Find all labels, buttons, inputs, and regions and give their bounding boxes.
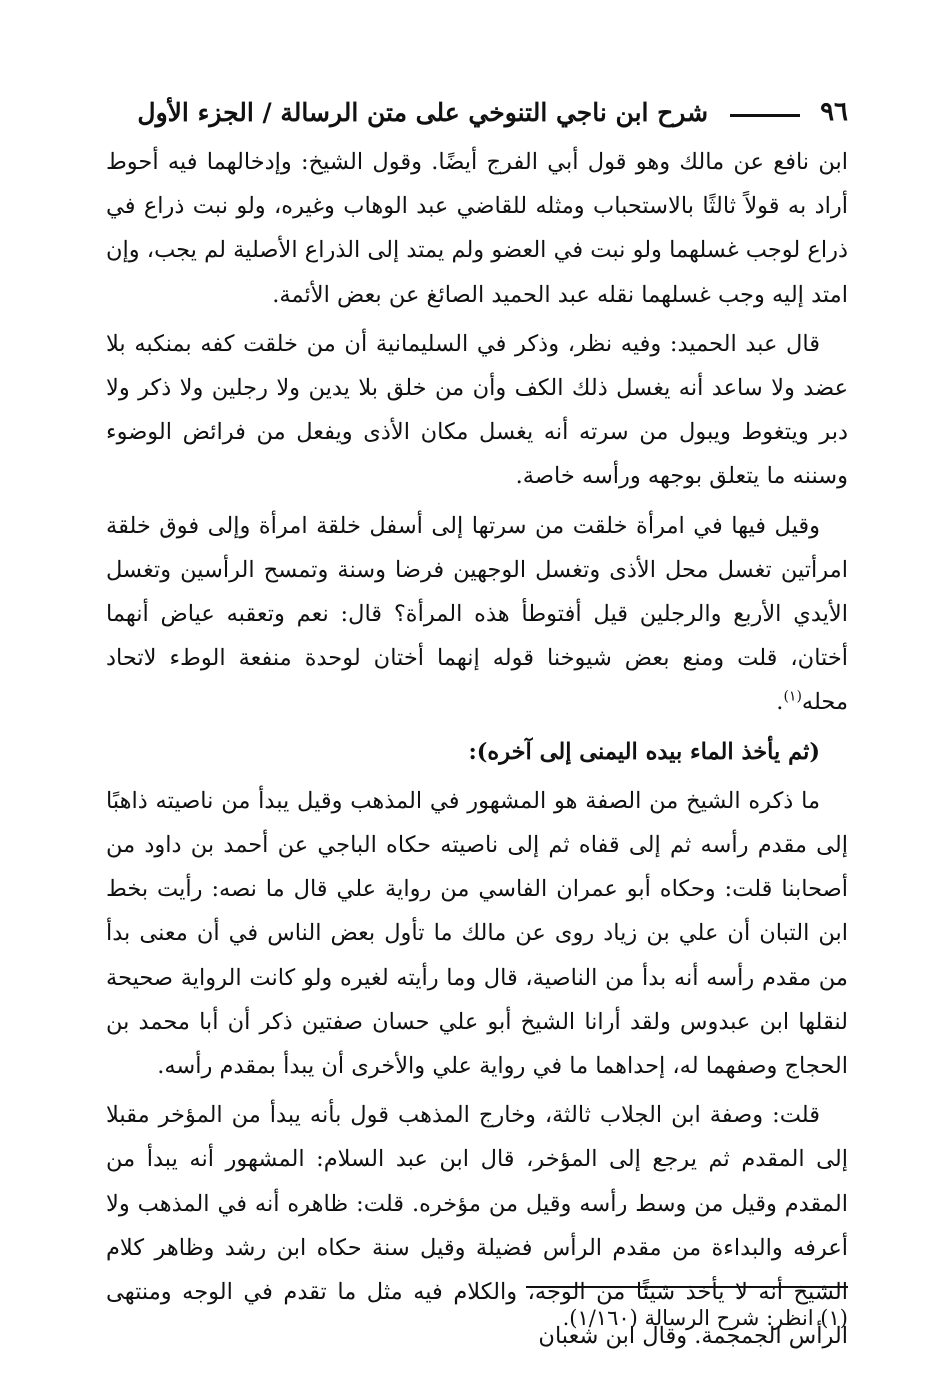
paragraph <box>106 504 848 725</box>
paragraph-text: وقيل فيها في امرأة خلقت من سرتها إلى أسفل خلقة امرأة وإلى فوق خلقة امرأتين تغسل محل الأذى وتغسل الوجهين فرضا وسنة وتمسح الرأسين وتغسل الأيدي الأربع والرجلين قيل أفتوطأ هذه المرأة؟ قال: نعم وتعقبه عياض أنهما أختان، قلت ومنع بعض شيوخنا قوله إنهما أختان لوحدة منفعة الوطء لاتحاد محله <box>106 512 848 716</box>
paragraph-end: . <box>776 689 784 716</box>
section-heading: (ثم يأخذ الماء بيده اليمنى إلى آخره): <box>468 738 820 765</box>
footnote-reference: (١) <box>783 688 802 705</box>
paragraph: ما ذكره الشيخ من الصفة هو المشهور في المذهب وقيل يبدأ من ناصيته ذاهبًا إلى مقدم رأسه ثم إلى قفاه ثم إلى ناصيته حكاه الباجي عن أحمد بن داود من أصحابنا قلت: وحكاه أبو عمران الفاسي من رواية علي قال ما نصه: رأيت بخط ابن التبان أن علي بن زياد روى عن مالك ما تأول بعض الناس في أن معنى بدأ من مقدم رأسه أنه بدأ من الناصية، قال وما رأيته لغيره ولو كانت الرواية صحيحة لنقلها ابن عبدوس ولقد أرانا الشيخ أبو علي حسان صفتين ذكر أن أبا محمد بن الحجاج وصفهما له، إحداهما ما في رواية علي والأخرى أن يبدأ بمقدم رأسه. <box>106 787 848 1080</box>
paragraph: قال عبد الحميد: وفيه نظر، وذكر في السليمانية أن من خلقت كفه بمنكبه بلا عضد ولا ساعد أنه يغسل ذلك الكف وأن من خلق بلا يدين ولا رجلين ولا ذكر ولا دبر ويتغوط ويبول من سرته أنه يغسل مكان الأذى ويفعل من فرائض الوضوء وسننه ما يتعلق بوجهه ورأسه خاصة. <box>106 330 848 490</box>
paragraph: قلت: وصفة ابن الجلاب ثالثة، وخارج المذهب قول بأنه يبدأ من المؤخر مقبلا إلى المقدم ثم يرجع إلى المؤخر، قال ابن عبد السلام: المشهور أنه يبدأ من المقدم وقيل من وسط رأسه وقيل من مؤخره. قلت: ظاهره أنه في المذهب ولا أعرفه والبداءة من مقدم الرأس فضيلة وقيل سنة حكاه ابن رشد وظاهر كلام الشيخ أنه لا يأخذ شيئًا من الوجه، والكلام فيه مثل ما تقدم في الوجه ومنتهى الرأس الجمجمة. وقال ابن شعبان <box>106 1102 848 1350</box>
running-title: شرح ابن ناجي التنوخي على متن الرسالة / الجزء الأول <box>137 97 709 127</box>
footnote: (١) انظر: شرح الرسالة (١/١٦٠). <box>562 1306 848 1330</box>
footnote-separator <box>526 1286 848 1288</box>
page-header <box>106 92 848 132</box>
page-number: ٩٦ <box>820 97 848 127</box>
header-rule <box>730 114 800 117</box>
body-text <box>106 140 848 1363</box>
paragraph: ابن نافع عن مالك وهو قول أبي الفرج أيضًا. وقول الشيخ: وإدخالهما فيه أحوط أراد به قولاً ثالثًا بالاستحباب ومثله للقاضي عبد الوهاب وغيره، ولو نبت ذراع في ذراع لوجب غسلهما ولو نبت في العضو ولم يمتد إلى الذراع الأصلية لم يجب، وإن امتد إليه وجب غسلهما نقله عبد الحميد الصائغ عن بعض الأئمة. <box>106 149 848 308</box>
